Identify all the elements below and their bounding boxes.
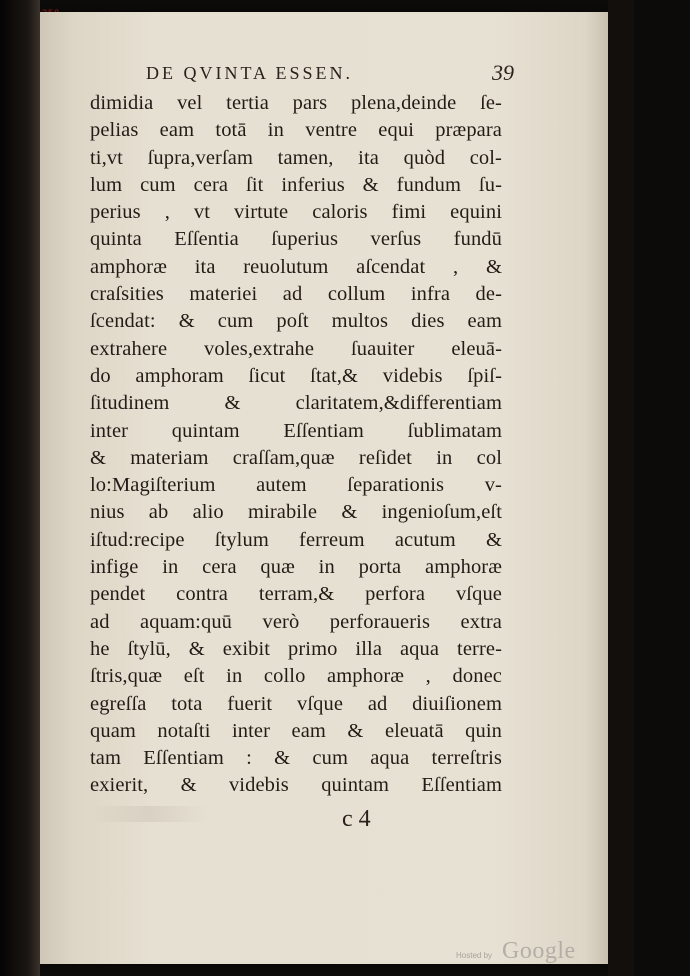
text-line: quam notaſti inter eam & eleuatā quin — [90, 719, 502, 742]
text-line: iſtud:recipe ſtylum ferreum acutum & — [90, 528, 502, 551]
google-logo: Google — [502, 938, 576, 964]
text-line: ſcendat: & cum poſt multos dies eam — [90, 310, 502, 333]
text-line: extrahere voles,extrahe ſuauiter eleuā- — [90, 337, 502, 360]
text-line: pendet contra terram,& perfora vſque — [90, 583, 502, 606]
body-text — [90, 90, 502, 800]
text-line: he ſtylū, & exibit primo illa aqua terre- — [90, 637, 502, 660]
text-line: amphoræ ita reuolutum aſcendat , & — [90, 255, 502, 278]
text-line: infige in cera quæ in porta amphoræ — [90, 556, 502, 579]
page-number: 39 — [492, 60, 514, 85]
text-line: exierit, & videbis quintam Eſſentiam — [90, 774, 502, 797]
text-line: lo:Magiſterium autem ſeparationis v- — [90, 474, 502, 497]
text-line: perius , vt virtute caloris fimi equini — [90, 201, 502, 224]
text-line: ti,vt ſupra,verſam tamen, ita quòd col- — [90, 146, 502, 169]
signature-mark: c 4 — [342, 806, 371, 832]
running-title: DE QVINTA ESSEN. — [146, 63, 354, 83]
text-line: craſsities materiei ad collum infra de- — [90, 283, 502, 306]
text-line: pelias eam totā in ventre equi præpara — [90, 119, 502, 142]
running-head — [100, 60, 514, 86]
text-line: tam Eſſentiam : & cum aqua terreſtris — [90, 747, 502, 770]
text-line: lum cum cera ſit inferius & fundum ſu- — [90, 173, 502, 196]
text-line: & materiam craſſam,quæ reſidet in col — [90, 446, 502, 469]
text-line: inter quintam Eſſentiam ſublimatam — [90, 419, 502, 442]
text-line: do amphoram ſicut ſtat,& videbis ſpiſ- — [90, 364, 502, 387]
text-line: ſtris,quæ eſt in collo amphoræ , donec — [90, 665, 502, 688]
text-line: ad aquam:quū verò perforaueris extra — [90, 610, 502, 633]
watermark-hosted-text: Hosted by — [456, 951, 493, 960]
text-line: egreſſa tota fuerit vſque ad diuiſionem — [90, 692, 502, 715]
ink-bleed — [90, 806, 210, 822]
text-line: dimidia vel tertia pars plena,deinde ſe- — [90, 92, 502, 114]
text-line: nius ab alio mirabile & ingenioſum,eſt — [90, 501, 502, 524]
text-line: ſitudinem & claritatem,&differentiam — [90, 392, 502, 415]
text-line: quinta Eſſentia ſuperius verſus fundū — [90, 228, 502, 251]
